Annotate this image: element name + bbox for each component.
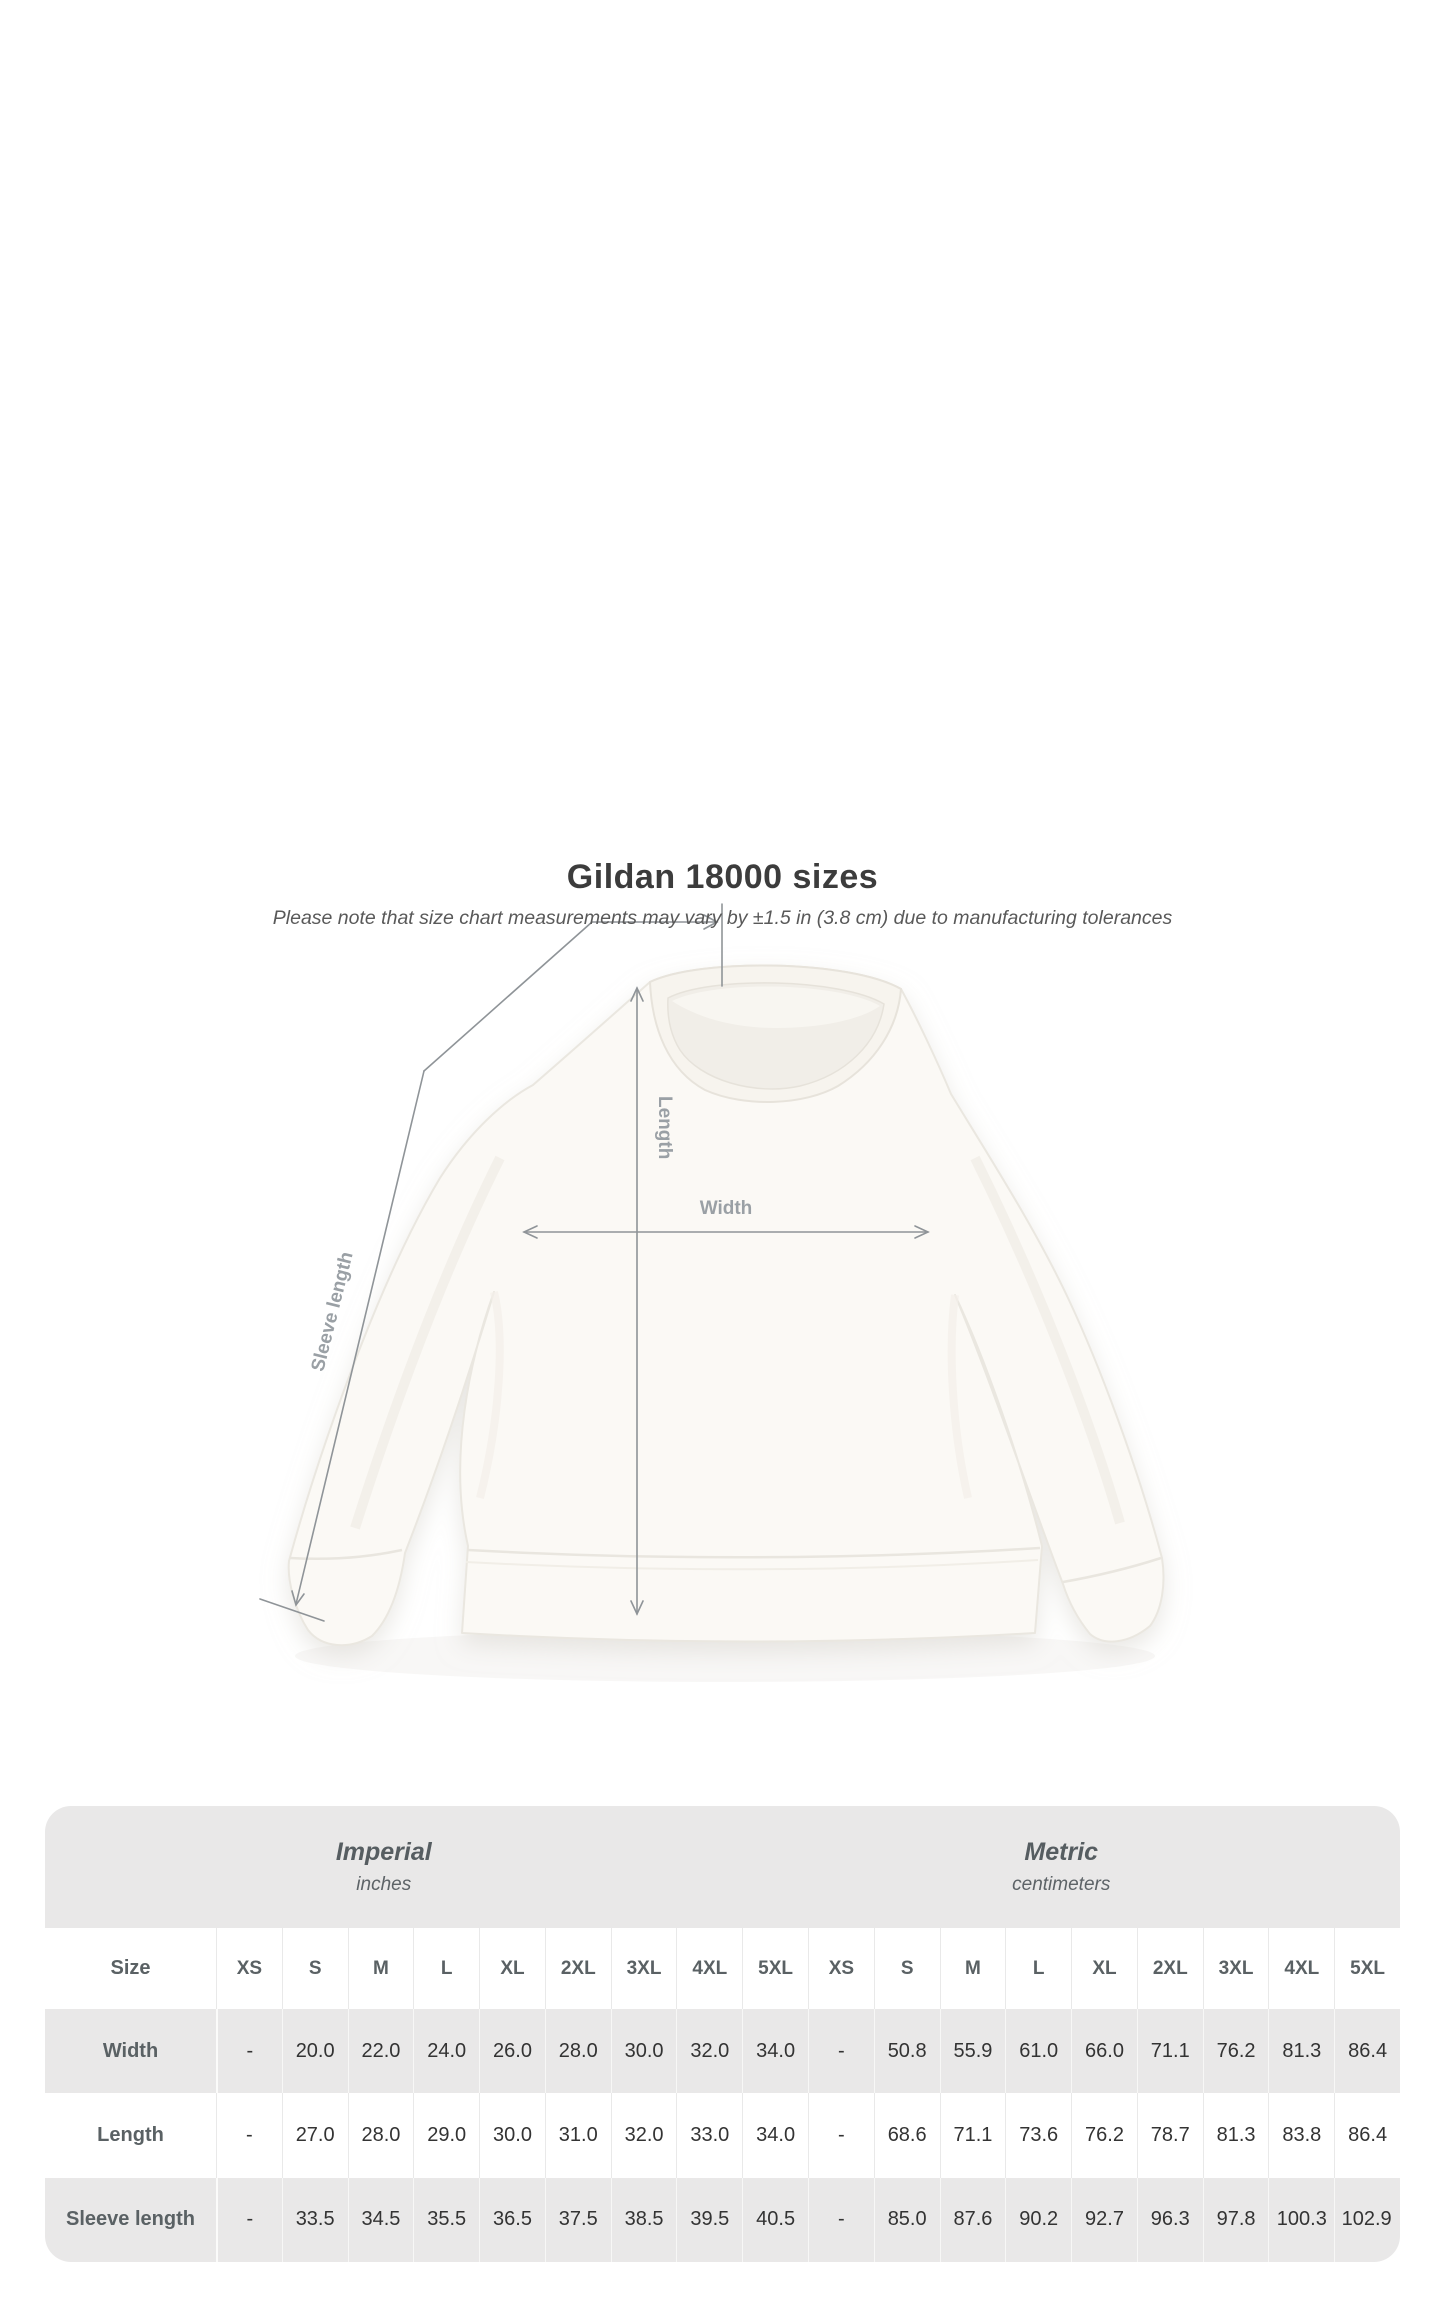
value-cell: 33.5 xyxy=(282,2178,348,2262)
value-cell: 76.2 xyxy=(1203,2009,1269,2093)
sleeve-length-label: Sleeve length xyxy=(307,1249,358,1374)
unit-band xyxy=(45,1806,1400,1928)
value-cell: 40.5 xyxy=(742,2178,808,2262)
size-header-cell: 5XL xyxy=(742,1928,808,2009)
size-header-cell: 3XL xyxy=(611,1928,677,2009)
size-header-cell: M xyxy=(940,1928,1006,2009)
size-header-cell: M xyxy=(348,1928,414,2009)
value-cell: 39.5 xyxy=(676,2178,742,2262)
value-cell: 28.0 xyxy=(545,2009,611,2093)
size-grid xyxy=(45,1928,1400,2262)
value-cell: 102.9 xyxy=(1334,2178,1400,2262)
value-cell: 50.8 xyxy=(874,2009,940,2093)
size-header-cell: S xyxy=(282,1928,348,2009)
value-cell: - xyxy=(216,2178,282,2262)
value-cell: - xyxy=(808,2093,874,2177)
page-title: Gildan 18000 sizes xyxy=(566,858,879,896)
value-cell: 37.5 xyxy=(545,2178,611,2262)
imperial-label: Imperial xyxy=(335,1838,432,1866)
length-label: Length xyxy=(654,1096,675,1160)
value-cell: 97.8 xyxy=(1203,2178,1269,2262)
row-label: Length xyxy=(45,2093,216,2177)
value-cell: 68.6 xyxy=(874,2093,940,2177)
value-cell: 29.0 xyxy=(413,2093,479,2177)
value-cell: 34.0 xyxy=(742,2093,808,2177)
value-cell: 83.8 xyxy=(1268,2093,1334,2177)
size-header-cell: 4XL xyxy=(676,1928,742,2009)
size-header-cell: XL xyxy=(479,1928,545,2009)
size-header-cell: 5XL xyxy=(1334,1928,1400,2009)
value-cell: 55.9 xyxy=(940,2009,1006,2093)
value-cell: 81.3 xyxy=(1203,2093,1269,2177)
size-header-cell: S xyxy=(874,1928,940,2009)
value-cell: 66.0 xyxy=(1071,2009,1137,2093)
value-cell: 38.5 xyxy=(611,2178,677,2262)
value-cell: - xyxy=(808,2178,874,2262)
imperial-header xyxy=(45,1806,723,1928)
product-diagram xyxy=(0,858,1445,1688)
metric-label: Metric xyxy=(1024,1838,1099,1866)
value-cell: 26.0 xyxy=(479,2009,545,2093)
value-cell: 87.6 xyxy=(940,2178,1006,2262)
value-cell: 85.0 xyxy=(874,2178,940,2262)
value-cell: 32.0 xyxy=(611,2093,677,2177)
size-header-cell: XL xyxy=(1071,1928,1137,2009)
value-cell: 30.0 xyxy=(611,2009,677,2093)
value-cell: 96.3 xyxy=(1137,2178,1203,2262)
value-cell: 32.0 xyxy=(676,2009,742,2093)
value-cell: 30.0 xyxy=(479,2093,545,2177)
value-cell: 31.0 xyxy=(545,2093,611,2177)
metric-header xyxy=(723,1806,1401,1928)
size-header-cell: L xyxy=(413,1928,479,2009)
value-cell: 34.0 xyxy=(742,2009,808,2093)
value-cell: 28.0 xyxy=(348,2093,414,2177)
value-cell: 27.0 xyxy=(282,2093,348,2177)
value-cell: 92.7 xyxy=(1071,2178,1137,2262)
value-cell: 86.4 xyxy=(1334,2009,1400,2093)
size-header-cell: 2XL xyxy=(1137,1928,1203,2009)
value-cell: 76.2 xyxy=(1071,2093,1137,2177)
value-cell: 35.5 xyxy=(413,2178,479,2262)
size-header-cell: 4XL xyxy=(1268,1928,1334,2009)
size-header-cell: 3XL xyxy=(1203,1928,1269,2009)
size-header-cell: XS xyxy=(808,1928,874,2009)
value-cell: 100.3 xyxy=(1268,2178,1334,2262)
value-cell: 86.4 xyxy=(1334,2093,1400,2177)
value-cell: 34.5 xyxy=(348,2178,414,2262)
value-cell: 36.5 xyxy=(479,2178,545,2262)
value-cell: 78.7 xyxy=(1137,2093,1203,2177)
value-cell: 20.0 xyxy=(282,2009,348,2093)
sweatshirt-image xyxy=(289,965,1164,1645)
metric-sublabel: centimeters xyxy=(1012,1874,1111,1895)
value-cell: 22.0 xyxy=(348,2009,414,2093)
value-cell: 71.1 xyxy=(1137,2009,1203,2093)
imperial-sublabel: inches xyxy=(356,1874,412,1895)
value-cell: 81.3 xyxy=(1268,2009,1334,2093)
value-cell: - xyxy=(808,2009,874,2093)
tolerance-note: Please note that size chart measurements may vary by ±1.5 in (3.8 cm) due to manufacturing tolerances xyxy=(272,907,1173,929)
size-header-cell: L xyxy=(1005,1928,1071,2009)
value-cell: 33.0 xyxy=(676,2093,742,2177)
size-header-cell: XS xyxy=(216,1928,282,2009)
value-cell: 61.0 xyxy=(1005,2009,1071,2093)
size-col-header: Size xyxy=(45,1928,216,2009)
row-label: Width xyxy=(45,2009,216,2093)
size-table xyxy=(45,1806,1400,2262)
value-cell: - xyxy=(216,2093,282,2177)
value-cell: 24.0 xyxy=(413,2009,479,2093)
size-header-cell: 2XL xyxy=(545,1928,611,2009)
value-cell: - xyxy=(216,2009,282,2093)
width-label: Width xyxy=(699,1198,753,1219)
value-cell: 71.1 xyxy=(940,2093,1006,2177)
value-cell: 90.2 xyxy=(1005,2178,1071,2262)
row-label: Sleeve length xyxy=(45,2178,216,2262)
value-cell: 73.6 xyxy=(1005,2093,1071,2177)
